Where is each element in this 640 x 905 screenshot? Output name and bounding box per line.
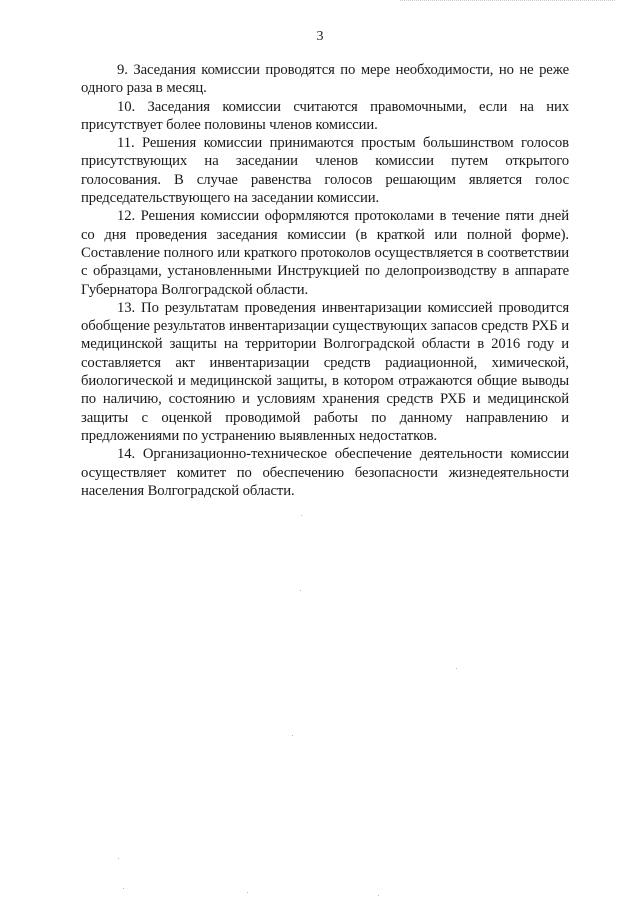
page-number: 3 xyxy=(316,29,324,44)
paragraph-14: 14. Организационно-техническое обеспечение деятельности комиссии осуществляет комитет по обеспечению безопасности жизнедеятельности населения Волгоградской области. xyxy=(81,446,569,499)
paragraph-11: 11. Решения комиссии принимаются простым большинством голосов присутствующих на заседании членов комиссии путем открытого голосования. В случае равенства голосов решающим является голос председательствующего на заседании комиссии. xyxy=(81,135,569,207)
scan-speck xyxy=(118,858,119,859)
scan-speck xyxy=(456,668,457,669)
scan-speck xyxy=(378,895,379,896)
scan-speck xyxy=(301,515,302,516)
paragraph-10: 10. Заседания комиссии считаются правомочными, если на них присутствует более половины членов комиссии. xyxy=(81,98,569,133)
scan-edge-mark xyxy=(400,0,615,4)
paragraph-13: 13. По результатам проведения инвентаризации комиссией проводится обобщение результатов инвентаризации существующих запасов средств РХБ и медицинской защиты на территории Волгоградской области в 2016 году и составляется акт инвентаризации средств радиационной, химической, биологической и медицинской защиты, в котором отражаются общие выводы по наличию, состоянию и условиям хранения средств РХБ и медицинской защиты с оценкой проводимой работы по данному направлению и предложениями по устранению выявленных недостатков. xyxy=(81,299,569,444)
scan-speck xyxy=(247,892,248,893)
document-body xyxy=(81,61,569,500)
scan-speck xyxy=(292,735,293,736)
scan-speck xyxy=(300,590,301,591)
paragraph-9: 9. Заседания комиссии проводятся по мере необходимости, но не реже одного раза в месяц. xyxy=(81,62,569,97)
scan-speck xyxy=(123,888,124,889)
paragraph-12: 12. Решения комиссии оформляются протоколами в течение пяти дней со дня проведения заседания комиссии (в краткой или полной форме). Составление полного или краткого протоколов осуществляется в соответствии с образцами, установленными Инструкцией по делопроизводству в аппарате Губернатора Волгоградской области. xyxy=(81,208,569,298)
